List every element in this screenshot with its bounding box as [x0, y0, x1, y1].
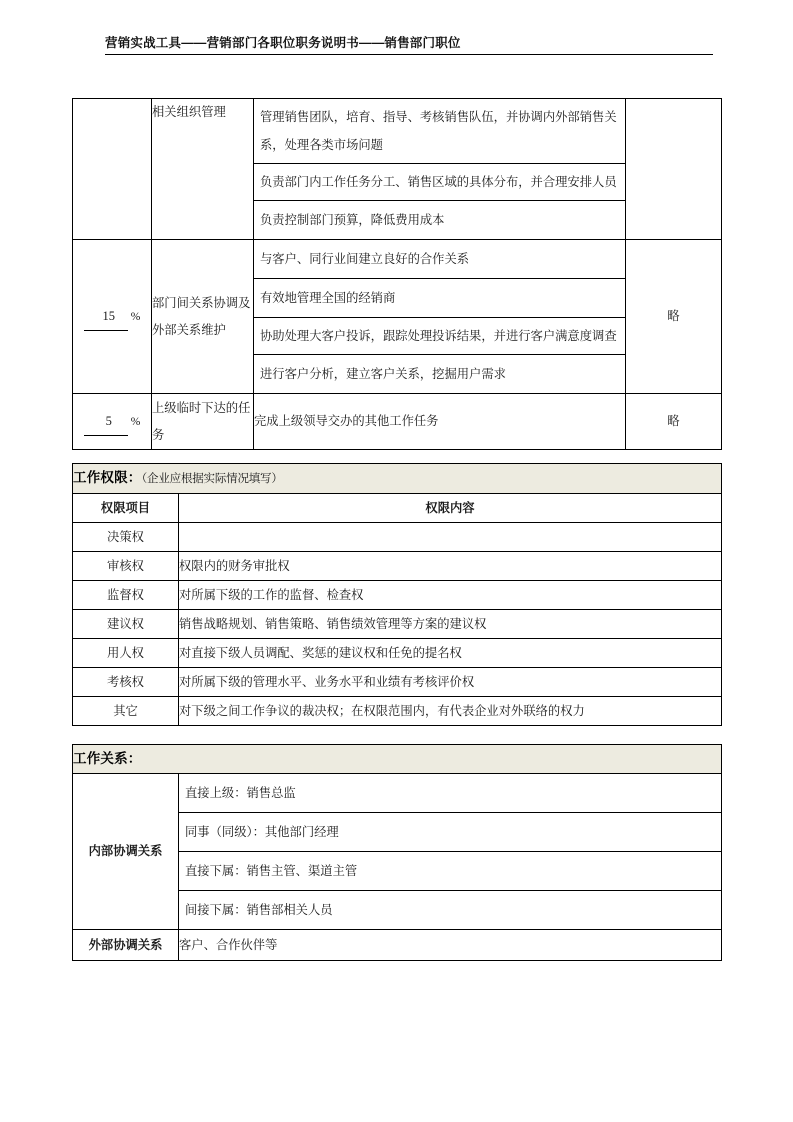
job-description-table [72, 98, 722, 450]
duty-item: 有效地管理全国的经销商 [254, 279, 625, 318]
duty-category-cell: 相关组织管理 [152, 99, 254, 240]
authority-content: 对直接下级人员调配、奖惩的建议权和任免的提名权 [179, 639, 722, 668]
duty-items-cell [254, 99, 626, 240]
duty-percent-cell [73, 240, 152, 394]
percent-symbol: % [130, 310, 141, 323]
authority-row [73, 639, 722, 668]
duty-items-cell [254, 240, 626, 394]
relations-external-row [73, 930, 722, 961]
relations-table [72, 744, 722, 961]
duty-percent-number: 5 [84, 408, 128, 436]
internal-relations-label: 内部协调关系 [73, 774, 179, 930]
percent-symbol: % [130, 415, 141, 428]
header-rule [105, 54, 713, 55]
duty-note-cell: 略 [626, 240, 722, 394]
document-header [105, 34, 713, 55]
duty-row-group [73, 240, 722, 394]
duty-item: 与客户、同行业间建立良好的合作关系 [254, 240, 625, 279]
duty-item: 负责部门内工作任务分工、销售区域的具体分布，并合理安排人员 [254, 164, 625, 201]
authority-content: 对下级之间工作争议的裁决权；在权限范围内，有代表企业对外联络的权力 [179, 697, 722, 726]
authority-content: 销售战略规划、销售策略、销售绩效管理等方案的建议权 [179, 610, 722, 639]
external-relations-content: 客户、合作伙伴等 [179, 930, 722, 961]
relation-item: 同事（同级）：其他部门经理 [179, 813, 721, 852]
authority-item: 考核权 [73, 668, 179, 697]
duty-percent-value [84, 408, 141, 436]
duty-note-cell [626, 99, 722, 240]
relations-banner [73, 745, 722, 774]
duty-item: 管理销售团队，培育、指导、考核销售队伍，并协调内外部销售关系，处理各类市场问题 [254, 99, 625, 164]
authority-banner [73, 464, 722, 494]
relation-item: 直接上级：销售总监 [179, 774, 721, 813]
authority-item: 监督权 [73, 581, 179, 610]
relation-item: 间接下属：销售部相关人员 [185, 903, 333, 917]
authority-item: 决策权 [73, 523, 179, 552]
duty-row-group [73, 99, 722, 240]
duty-percent-value [84, 303, 141, 331]
authority-col-header-item: 权限项目 [73, 494, 179, 523]
authority-content: 对所属下级的工作的监督、检查权 [179, 581, 722, 610]
duty-items-list [254, 240, 625, 393]
duty-percent-number: 15 [84, 303, 128, 331]
authority-row [73, 610, 722, 639]
authority-content: 权限内的财务审批权 [179, 552, 722, 581]
authority-item: 建议权 [73, 610, 179, 639]
duty-row-group [73, 394, 722, 450]
external-relations-label: 外部协调关系 [73, 930, 179, 961]
duty-item: 负责控制部门预算，降低费用成本 [260, 213, 445, 227]
duty-item: 协助处理大客户投诉，跟踪处理投诉结果，并进行客户满意度调查 [254, 318, 625, 355]
duty-items-list [254, 99, 625, 239]
authority-table [72, 463, 722, 726]
authority-row [73, 552, 722, 581]
authority-item: 其它 [73, 697, 179, 726]
duty-percent-cell [73, 99, 152, 240]
authority-row [73, 668, 722, 697]
duty-percent-cell [73, 394, 152, 450]
authority-banner-row [73, 464, 722, 494]
authority-item: 用人权 [73, 639, 179, 668]
authority-content [179, 523, 722, 552]
internal-relations-cell [179, 774, 722, 930]
relation-item: 直接下属：销售主管、渠道主管 [179, 852, 721, 891]
authority-banner-label: 工作权限： [73, 470, 142, 485]
authority-row [73, 523, 722, 552]
duty-items-cell: 完成上级领导交办的其他工作任务 [254, 394, 626, 450]
relations-internal-row [73, 774, 722, 930]
authority-banner-note: （企业应根据实际情况填写） [141, 473, 283, 485]
duty-category-cell: 部门间关系协调及外部关系维护 [152, 240, 254, 394]
authority-header-row [73, 494, 722, 523]
authority-row [73, 697, 722, 726]
authority-col-header-content: 权限内容 [179, 494, 722, 523]
duty-note-cell: 略 [626, 394, 722, 450]
authority-row [73, 581, 722, 610]
authority-item: 审核权 [73, 552, 179, 581]
relations-banner-row [73, 745, 722, 774]
relations-banner-label: 工作关系： [73, 751, 142, 766]
duty-item: 进行客户分析，建立客户关系，挖掘用户需求 [260, 367, 506, 381]
header-title: 营销实战工具——营销部门各职位职务说明书——销售部门职位 [105, 36, 461, 50]
duty-category-cell: 上级临时下达的任务 [152, 394, 254, 450]
internal-relations-list [179, 774, 721, 929]
authority-content: 对所属下级的管理水平、业务水平和业绩有考核评价权 [179, 668, 722, 697]
